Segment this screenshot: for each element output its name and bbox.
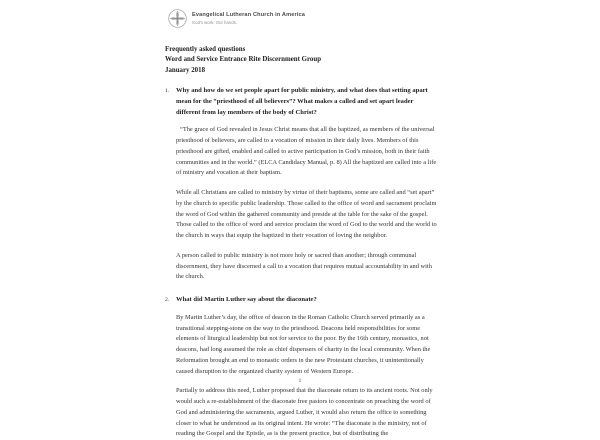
faq-item-1 — [165, 86, 439, 283]
title-line-1: Frequently asked questions — [165, 46, 246, 53]
answer-body-2 — [165, 313, 439, 440]
answer-paragraph: Partially to address this need, Luther proposed that the diaconate return to its ancient roots. Not only would such a re-establishment of the diaconate free pastors to concentrate on preaching the word of God and administering the sacraments, argued Luther, it would also return the office to something closer to what he understood as its original intent. He wrote: “The diaconate is the ministry, not of reading the Gospel and the Epistle, as is the present practice, but of distributing the — [176, 387, 433, 438]
organization-name: Evangelical Lutheran Church in America — [192, 12, 306, 19]
answer-paragraph: By Martin Luther’s day, the office of deacon in the Roman Catholic Church served primarily as a transitional stepping-stone on the way to the priesthood. Deacons held responsibilities for some elements of liturgical leadership but not for service to the poor. By the 16th century, monastics, not deacons, had long assumed the role as chief dispensers of charity in the local community. When the Reformation brought an end to monastic orders in the new Protestant churches, it unintentionally caused disruption to the organized charity system of Western Europe. — [176, 313, 431, 375]
question-heading-2 — [165, 295, 439, 306]
answer-paragraph: “The grace of God revealed in Jesus Christ means that all the baptized, as members of the universal priesthood of believers, are called to a vocation of mission in their daily lives. Members of this priesthood are gifted, enabled and called to active participation in God’s mission, both in their faith communities and in the world.” (ELCA Candidacy Manual, p. 8) All the baptized are called into a life of ministry and vocation at their baptism. — [176, 126, 437, 177]
answer-paragraph: A person called to public ministry is not more holy or sacred than another; through communal discernment, they have discerned a call to a vocation that requires mutual accountability in and with the church. — [176, 251, 432, 281]
organization-logo — [165, 0, 439, 28]
faq-item-2 — [165, 295, 439, 440]
title-line-3: January 2018 — [165, 66, 206, 74]
question-number-2: 2. — [165, 296, 170, 303]
question-heading-1 — [165, 86, 439, 118]
page-number: 1 — [298, 378, 302, 384]
page-content — [165, 0, 439, 440]
question-text-1: Why and how do we set people apart for public ministry, and what does that setting apart mean for the “priesthood of all believers”? What makes a called and set apart leader different from lay members of the body of Christ? — [176, 87, 428, 116]
answer-body-1 — [165, 125, 439, 283]
answer-paragraph: While all Christians are called to ministry by virtue of their baptisms, some are called and “set apart” by the church to specific public leadership. Those called to the office of word and sacrament proclaim the word of God within the gathered community and preside at the table for the sake of the gospel. Those called to the office of word and service proclaim the word of God to the world and the world to the church in ways that equip the baptized in their vocation of loving the neighbor. — [176, 189, 437, 240]
elca-cross-circle-icon — [168, 9, 187, 28]
title-line-2: Word and Service Entrance Rite Discernment Group — [165, 56, 322, 64]
logo-text-group — [192, 12, 305, 25]
question-text-2: What did Martin Luther say about the diaconate? — [176, 296, 317, 304]
question-number-1: 1. — [165, 87, 170, 94]
document-title — [165, 45, 439, 76]
organization-tagline: God's work. Our hands. — [192, 19, 238, 25]
